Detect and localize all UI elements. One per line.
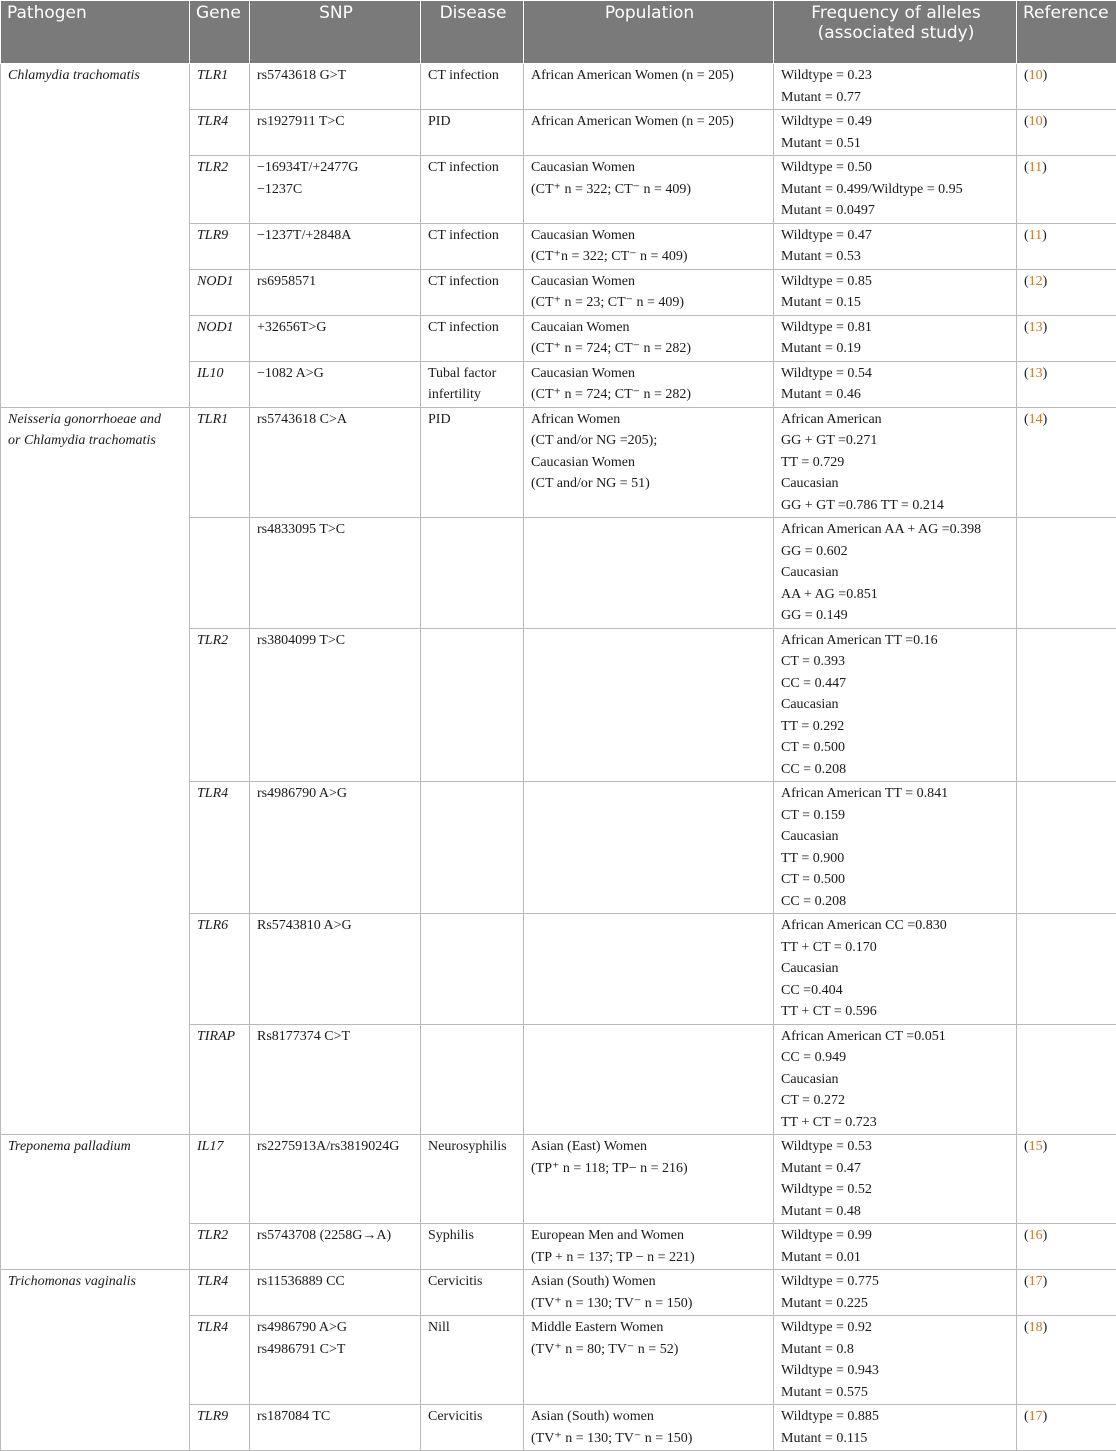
population-cell-line: Caucasian Women: [531, 228, 635, 243]
population-cell-line: Caucasian Women: [531, 455, 635, 470]
frequency-cell-line: GG + GT =0.786 TT = 0.214: [781, 498, 944, 513]
frequency-cell: [774, 1316, 1017, 1405]
frequency-cell: [774, 64, 1017, 110]
population-cell: [524, 782, 774, 914]
paren-open: (: [1024, 160, 1029, 175]
frequency-cell-line: African American AA + AG =0.398: [781, 522, 981, 537]
reference-cell: [1017, 1316, 1116, 1405]
reference-cell: [1017, 110, 1116, 156]
reference-link[interactable]: 18: [1029, 1320, 1043, 1335]
frequency-cell: [774, 156, 1017, 224]
snp-cell-line: rs187084 TC: [257, 1409, 330, 1424]
frequency-cell-line: Caucasian: [781, 697, 839, 712]
frequency-cell-line: CC = 0.208: [781, 894, 846, 909]
frequency-cell-line: Caucasian: [781, 565, 839, 580]
snp-cell-line: rs3804099 T>C: [257, 633, 345, 648]
snp-cell-line: −16934T/+2477G: [257, 160, 358, 175]
population-cell-line: (CT⁺ n = 322; CT⁻ n = 409): [531, 182, 691, 197]
frequency-cell: [774, 518, 1017, 629]
population-cell-line: (TV⁺ n = 80; TV⁻ n = 52): [531, 1342, 678, 1357]
pathogen-cell-line: or Chlamydia trachomatis: [8, 433, 156, 448]
reference-cell: [1017, 361, 1116, 407]
frequency-cell-line: CT = 0.272: [781, 1093, 845, 1108]
paren-open: (: [1024, 366, 1029, 381]
paren-close: ): [1042, 228, 1047, 243]
frequency-cell-line: TT = 0.900: [781, 851, 844, 866]
frequency-cell-line: TT + CT = 0.170: [781, 940, 877, 955]
frequency-cell-line: CC = 0.949: [781, 1050, 846, 1065]
disease-cell: [421, 1405, 524, 1451]
pathogen-cell: [1, 1270, 190, 1451]
snp-cell: [250, 1024, 421, 1135]
disease-cell-line: Syphilis: [428, 1228, 474, 1243]
frequency-cell-line: CT = 0.500: [781, 872, 845, 887]
disease-cell: [421, 64, 524, 110]
frequency-cell: [774, 1224, 1017, 1270]
frequency-cell-line: Wildtype = 0.885: [781, 1409, 879, 1424]
population-cell: [524, 1024, 774, 1135]
frequency-cell-line: Mutant = 0.19: [781, 341, 861, 356]
paren-open: (: [1024, 412, 1029, 427]
snp-cell: [250, 1405, 421, 1451]
pathogen-cell-line: Chlamydia trachomatis: [8, 68, 140, 83]
snp-cell: [250, 1135, 421, 1224]
snp-cell: [250, 914, 421, 1025]
frequency-cell: [774, 269, 1017, 315]
snp-cell: [250, 156, 421, 224]
population-cell: [524, 407, 774, 518]
gene-cell: TLR2: [190, 628, 250, 782]
gene-cell: [190, 518, 250, 629]
reference-cell: [1017, 782, 1116, 914]
snp-cell-line: rs1927911 T>C: [257, 114, 345, 129]
paren-close: ): [1043, 1320, 1048, 1335]
snp-cell-line: Rs8177374 C>T: [257, 1029, 350, 1044]
frequency-cell-line: TT = 0.729: [781, 455, 844, 470]
gene-cell: TIRAP: [190, 1024, 250, 1135]
snp-cell: [250, 628, 421, 782]
frequency-cell-line: African American: [781, 412, 882, 427]
snp-cell: [250, 223, 421, 269]
frequency-cell: [774, 1270, 1017, 1316]
paren-close: ): [1043, 1274, 1048, 1289]
paren-close: ): [1042, 160, 1047, 175]
frequency-cell: [774, 361, 1017, 407]
reference-cell: [1017, 269, 1116, 315]
snp-cell: [250, 407, 421, 518]
population-cell: [524, 64, 774, 110]
table-row: [1, 1135, 1116, 1224]
frequency-cell-line: Wildtype = 0.943: [781, 1363, 879, 1378]
gene-cell: IL10: [190, 361, 250, 407]
frequency-cell-line: Caucasian: [781, 961, 839, 976]
snp-cell: [250, 269, 421, 315]
paren-open: (: [1024, 1139, 1029, 1154]
population-cell-line: (TP + n = 137; TP − n = 221): [531, 1250, 695, 1265]
population-cell-line: (TV⁺ n = 130; TV⁻ n = 150): [531, 1296, 692, 1311]
reference-link[interactable]: 13: [1029, 320, 1043, 335]
disease-cell: [421, 914, 524, 1025]
disease-cell: [421, 223, 524, 269]
frequency-cell-line: Wildtype = 0.23: [781, 68, 872, 83]
frequency-cell-line: Mutant = 0.48: [781, 1204, 861, 1219]
frequency-cell-line: TT = 0.292: [781, 719, 844, 734]
reference-cell: [1017, 1224, 1116, 1270]
population-cell-line: European Men and Women: [531, 1228, 684, 1243]
table-row: [1, 1270, 1116, 1316]
snp-cell-line: rs5743618 G>T: [257, 68, 346, 83]
reference-cell: [1017, 1024, 1116, 1135]
disease-cell: [421, 361, 524, 407]
reference-cell: [1017, 156, 1116, 224]
population-cell: [524, 914, 774, 1025]
population-cell: [524, 1135, 774, 1224]
population-cell-line: Asian (South) Women: [531, 1274, 656, 1289]
pathogen-cell: [1, 407, 190, 1135]
population-cell: [524, 223, 774, 269]
population-cell: [524, 628, 774, 782]
population-cell: [524, 1270, 774, 1316]
frequency-cell-line: Caucasian: [781, 476, 839, 491]
pathogen-cell-line: Neisseria gonorrhoeae and: [8, 412, 161, 427]
frequency-cell-line: CC = 0.208: [781, 762, 846, 777]
population-cell-line: Asian (East) Women: [531, 1139, 647, 1154]
frequency-cell: [774, 110, 1017, 156]
reference-link[interactable]: 13: [1029, 366, 1043, 381]
frequency-cell: [774, 628, 1017, 782]
gene-cell: TLR4: [190, 1270, 250, 1316]
population-cell-line: (CT and/or NG =205);: [531, 433, 657, 448]
reference-link[interactable]: 16: [1029, 1228, 1043, 1243]
frequency-cell-line: GG + GT =0.271: [781, 433, 877, 448]
snp-cell-line: rs6958571: [257, 274, 316, 289]
header-row: [1, 1, 1116, 64]
paren-open: (: [1024, 274, 1029, 289]
frequency-cell-line: Wildtype = 0.99: [781, 1228, 872, 1243]
frequency-cell-line: TT + CT = 0.723: [781, 1115, 877, 1130]
population-cell-line: Caucasian Women: [531, 366, 635, 381]
header-gene: Gene: [190, 1, 250, 64]
header-population: Population: [524, 1, 774, 64]
gene-cell: TLR2: [190, 1224, 250, 1270]
population-cell-line: African American Women (n = 205): [531, 114, 734, 129]
paren-close: ): [1043, 68, 1048, 83]
paren-open: (: [1024, 1228, 1029, 1243]
population-cell: [524, 1405, 774, 1451]
disease-cell: [421, 407, 524, 518]
frequency-cell: [774, 223, 1017, 269]
population-cell-line: (TV⁺ n = 130; TV⁻ n = 150): [531, 1431, 692, 1446]
disease-cell: [421, 782, 524, 914]
frequency-cell-line: African American CT =0.051: [781, 1029, 946, 1044]
population-cell: [524, 110, 774, 156]
snp-cell-line: rs2275913A/rs3819024G: [257, 1139, 399, 1154]
disease-cell-line: CT infection: [428, 320, 499, 335]
frequency-cell-line: Mutant = 0.15: [781, 295, 861, 310]
population-cell: [524, 361, 774, 407]
gene-cell: TLR9: [190, 1405, 250, 1451]
snp-cell-line: −1237C: [257, 182, 302, 197]
snp-cell: [250, 1224, 421, 1270]
disease-cell: [421, 269, 524, 315]
frequency-cell: [774, 1405, 1017, 1451]
frequency-cell-line: Mutant = 0.53: [781, 249, 861, 264]
gene-cell: NOD1: [190, 269, 250, 315]
frequency-cell-line: Wildtype = 0.47: [781, 228, 872, 243]
population-cell-line: (CT⁺ n = 724; CT⁻ n = 282): [531, 387, 691, 402]
population-cell-line: Asian (South) women: [531, 1409, 654, 1424]
frequency-cell-line: Wildtype = 0.92: [781, 1320, 872, 1335]
frequency-cell-line: Mutant = 0.47: [781, 1161, 861, 1176]
paren-open: (: [1024, 1409, 1029, 1424]
snp-cell: [250, 110, 421, 156]
frequency-cell-line: Mutant = 0.115: [781, 1431, 867, 1446]
disease-cell: [421, 156, 524, 224]
disease-cell: [421, 1316, 524, 1405]
disease-cell-line: CT infection: [428, 228, 499, 243]
reference-cell: [1017, 1135, 1116, 1224]
frequency-cell-line: Caucasian: [781, 829, 839, 844]
frequency-cell-line: Wildtype = 0.52: [781, 1182, 872, 1197]
header-pathogen: Pathogen: [1, 1, 190, 64]
frequency-cell: [774, 1135, 1017, 1224]
disease-cell-line: PID: [428, 114, 451, 129]
snp-cell-line: rs4833095 T>C: [257, 522, 345, 537]
reference-cell: [1017, 628, 1116, 782]
snp-cell-line: −1237T/+2848A: [257, 228, 351, 243]
disease-cell: [421, 315, 524, 361]
frequency-cell-line: Mutant = 0.46: [781, 387, 861, 402]
snp-cell-line: +32656T>G: [257, 320, 326, 335]
frequency-cell-line: Mutant = 0.51: [781, 136, 861, 151]
frequency-cell-line: CT = 0.159: [781, 808, 845, 823]
paren-open: (: [1024, 320, 1029, 335]
frequency-cell-line: CC =0.404: [781, 983, 843, 998]
population-cell-line: (CT⁺ n = 23; CT⁻ n = 409): [531, 295, 684, 310]
frequency-cell-line: CC = 0.447: [781, 676, 846, 691]
population-cell-line: Caucaian Women: [531, 320, 630, 335]
disease-cell: [421, 1024, 524, 1135]
frequency-cell-line: Mutant = 0.8: [781, 1342, 854, 1357]
population-cell-line: African Women: [531, 412, 620, 427]
population-cell: [524, 269, 774, 315]
snp-cell: [250, 315, 421, 361]
snp-cell: [250, 1316, 421, 1405]
paren-close: ): [1043, 1139, 1048, 1154]
reference-link[interactable]: 17: [1029, 1274, 1043, 1289]
reference-cell: [1017, 1270, 1116, 1316]
frequency-cell: [774, 1024, 1017, 1135]
frequency-cell-line: TT + CT = 0.596: [781, 1004, 877, 1019]
reference-link[interactable]: 14: [1029, 412, 1043, 427]
snp-cell-line: rs11536889 CC: [257, 1274, 345, 1289]
disease-cell-line: Tubal factor: [428, 366, 496, 381]
frequency-cell-line: African American TT =0.16: [781, 633, 938, 648]
disease-cell-line: PID: [428, 412, 451, 427]
gene-cell: IL17: [190, 1135, 250, 1224]
paren-close: ): [1043, 412, 1048, 427]
frequency-cell-line: GG = 0.602: [781, 544, 848, 559]
frequency-cell-line: AA + AG =0.851: [781, 587, 878, 602]
reference-cell: [1017, 64, 1116, 110]
frequency-cell-line: Mutant = 0.225: [781, 1296, 868, 1311]
snp-cell: [250, 361, 421, 407]
table-body: [1, 64, 1116, 1451]
header-frequency: Frequency of alleles (associated study): [774, 1, 1017, 64]
reference-link[interactable]: 10: [1029, 114, 1043, 129]
header-snp: SNP: [250, 1, 421, 64]
snp-cell-line: rs4986790 A>G: [257, 1320, 347, 1335]
snp-cell-line: rs5743708 (2258G→A): [257, 1228, 391, 1243]
population-cell-line: Caucasian Women: [531, 274, 635, 289]
gene-cell: TLR1: [190, 407, 250, 518]
pathogen-cell-line: Trichomonas vaginalis: [8, 1274, 136, 1289]
snp-cell: [250, 782, 421, 914]
paren-close: ): [1043, 114, 1048, 129]
frequency-cell-line: CT = 0.393: [781, 654, 845, 669]
disease-cell-line: Nill: [428, 1320, 450, 1335]
population-cell: [524, 156, 774, 224]
frequency-cell-line: Wildtype = 0.53: [781, 1139, 872, 1154]
reference-link[interactable]: 11: [1029, 160, 1042, 175]
gene-cell: TLR2: [190, 156, 250, 224]
pathogen-cell: [1, 64, 190, 408]
pathogen-cell: [1, 1135, 190, 1270]
snp-cell: [250, 64, 421, 110]
frequency-cell-line: Mutant = 0.01: [781, 1250, 861, 1265]
gene-cell: TLR4: [190, 1316, 250, 1405]
population-cell: [524, 1224, 774, 1270]
snp-cell-line: −1082 A>G: [257, 366, 324, 381]
gene-cell: TLR1: [190, 64, 250, 110]
population-cell-line: Caucasian Women: [531, 160, 635, 175]
disease-cell-line: CT infection: [428, 274, 499, 289]
table-row: [1, 64, 1116, 110]
paren-open: (: [1024, 1274, 1029, 1289]
frequency-cell: [774, 914, 1017, 1025]
reference-cell: [1017, 518, 1116, 629]
disease-cell-line: Cervicitis: [428, 1274, 482, 1289]
paren-close: ): [1043, 366, 1048, 381]
reference-link[interactable]: 11: [1029, 228, 1042, 243]
reference-cell: [1017, 315, 1116, 361]
gene-cell: TLR4: [190, 110, 250, 156]
gene-cell: NOD1: [190, 315, 250, 361]
frequency-cell-line: Mutant = 0.499/Wildtype = 0.95: [781, 182, 963, 197]
disease-cell: [421, 518, 524, 629]
population-cell-line: (CT⁺ n = 724; CT⁻ n = 282): [531, 341, 691, 356]
snp-cell: [250, 518, 421, 629]
reference-cell: [1017, 223, 1116, 269]
frequency-cell-line: Wildtype = 0.49: [781, 114, 872, 129]
population-cell-line: Middle Eastern Women: [531, 1320, 663, 1335]
disease-cell: [421, 110, 524, 156]
pathogen-cell-line: Treponema palladium: [8, 1139, 131, 1154]
gene-cell: TLR6: [190, 914, 250, 1025]
paren-open: (: [1024, 228, 1029, 243]
disease-cell: [421, 1135, 524, 1224]
frequency-cell-line: Mutant = 0.0497: [781, 203, 875, 218]
reference-link[interactable]: 10: [1029, 68, 1043, 83]
frequency-cell-line: GG = 0.149: [781, 608, 848, 623]
population-cell-line: (TP⁺ n = 118; TP− n = 216): [531, 1161, 688, 1176]
disease-cell: [421, 628, 524, 782]
population-cell-line: African American Women (n = 205): [531, 68, 734, 83]
frequency-cell-line: Wildtype = 0.54: [781, 366, 872, 381]
snp-cell-line: Rs5743810 A>G: [257, 918, 352, 933]
frequency-cell-line: CT = 0.500: [781, 740, 845, 755]
reference-link[interactable]: 12: [1029, 274, 1043, 289]
disease-cell-line: Cervicitis: [428, 1409, 482, 1424]
frequency-cell-line: Caucasian: [781, 1072, 839, 1087]
paren-close: ): [1043, 1228, 1048, 1243]
population-cell: [524, 1316, 774, 1405]
frequency-cell: [774, 315, 1017, 361]
frequency-cell-line: Wildtype = 0.85: [781, 274, 872, 289]
reference-link[interactable]: 17: [1029, 1409, 1043, 1424]
snp-cell: [250, 1270, 421, 1316]
frequency-cell-line: Mutant = 0.77: [781, 90, 861, 105]
paren-open: (: [1024, 68, 1029, 83]
table-row: [1, 407, 1116, 518]
population-cell: [524, 315, 774, 361]
population-cell: [524, 518, 774, 629]
paren-open: (: [1024, 1320, 1029, 1335]
paren-close: ): [1043, 1409, 1048, 1424]
disease-cell-line: CT infection: [428, 160, 499, 175]
frequency-cell-line: Wildtype = 0.50: [781, 160, 872, 175]
reference-cell: [1017, 1405, 1116, 1451]
reference-link[interactable]: 15: [1029, 1139, 1043, 1154]
frequency-cell-line: Mutant = 0.575: [781, 1385, 868, 1400]
frequency-cell: [774, 782, 1017, 914]
paren-open: (: [1024, 114, 1029, 129]
reference-cell: [1017, 407, 1116, 518]
frequency-cell-line: Wildtype = 0.81: [781, 320, 872, 335]
reference-cell: [1017, 914, 1116, 1025]
header-reference: Reference: [1017, 1, 1116, 64]
disease-cell: [421, 1270, 524, 1316]
gene-cell: TLR4: [190, 782, 250, 914]
frequency-cell-line: African American CC =0.830: [781, 918, 947, 933]
disease-cell-line: CT infection: [428, 68, 499, 83]
population-cell-line: (CT⁺n = 322; CT⁻ n = 409): [531, 249, 688, 264]
disease-cell-line: infertility: [428, 387, 481, 402]
gene-cell: TLR9: [190, 223, 250, 269]
header-disease: Disease: [421, 1, 524, 64]
snp-cell-line: rs4986791 C>T: [257, 1342, 345, 1357]
paren-close: ): [1043, 274, 1048, 289]
paren-close: ): [1043, 320, 1048, 335]
frequency-cell-line: African American TT = 0.841: [781, 786, 948, 801]
disease-cell: [421, 1224, 524, 1270]
population-cell-line: (CT and/or NG = 51): [531, 476, 650, 491]
snp-cell-line: rs5743618 C>A: [257, 412, 347, 427]
frequency-cell-line: Wildtype = 0.775: [781, 1274, 879, 1289]
disease-cell-line: Neurosyphilis: [428, 1139, 507, 1154]
snp-cell-line: rs4986790 A>G: [257, 786, 347, 801]
frequency-cell: [774, 407, 1017, 518]
